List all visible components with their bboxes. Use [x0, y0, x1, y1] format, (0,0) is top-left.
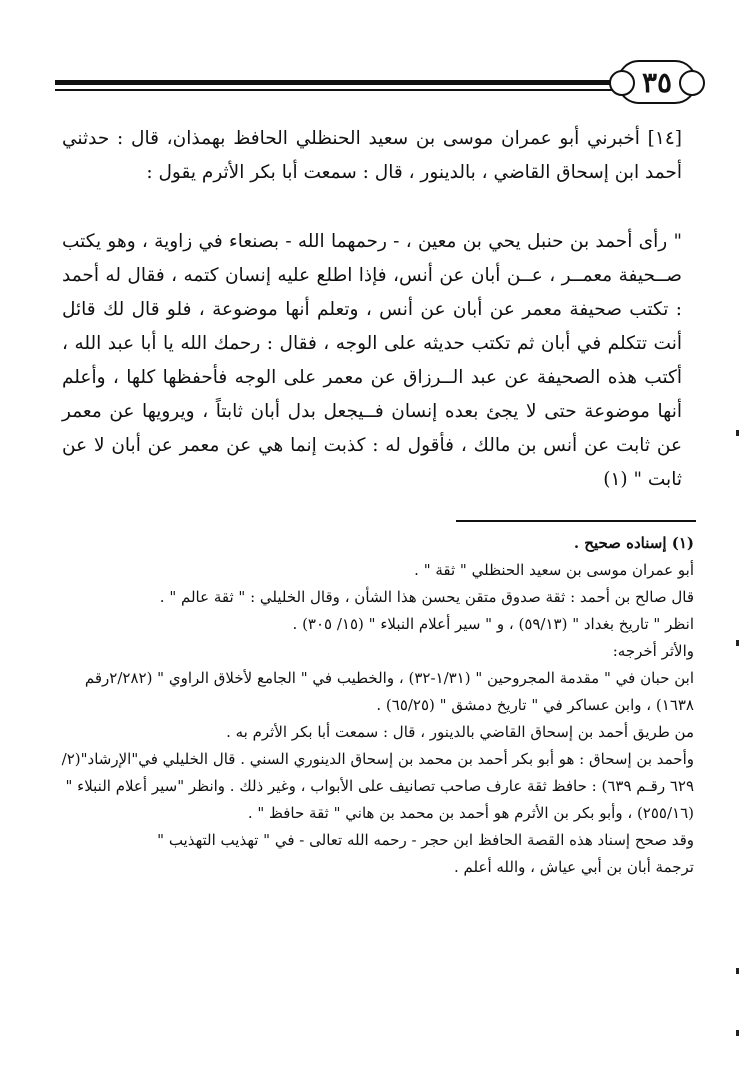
page-number-badge — [617, 60, 697, 104]
footnote-line: والأثر أخرجه: — [612, 642, 694, 660]
entry-intro-text: [١٤] أخبرني أبو عمران موسى بن سعيد الحنظلي الحافظ بهمذان، قال : حدثني أحمد ابن إسحاق القاضي ، بالدينور ، قال : سمعت أبا بكر الأثرم يقول : — [62, 128, 682, 183]
footnote-line: قال صالح بن أحمد : ثقة صدوق متقن يحسن هذا الشأن ، وقال الخليلي : " ثقة عالم " . — [159, 588, 694, 606]
footnote-line: ابن حبان في " مقدمة المجروحين " (١/٣١-٣٢) ، والخطيب في " الجامع لأخلاق الراوي " (٢/٢٨٢رقم ١٦٣٨) ، وابن عساكر في " تاريخ دمشق " (٦٥/٢٥) . — [84, 669, 694, 714]
footnote-line: ترجمة أبان بن أبي عياش ، والله أعلم . — [454, 858, 694, 876]
footnote-line: أبو عمران موسى بن سعيد الحنظلي " ثقة " . — [414, 561, 694, 579]
entry-intro — [62, 122, 682, 190]
footnote-line: وقد صحح إسناد هذه القصة الحافظ ابن حجر - رحمه الله تعالى - في " تهذيب التهذيب " — [157, 831, 694, 849]
footnote-line: انظر " تاريخ بغداد " (٥٩/١٣) ، و " سير أعلام النبلاء " (١٥/ ٣٠٥) . — [292, 615, 694, 633]
footnote-line: من طريق أحمد بن إسحاق القاضي بالدينور ، قال : سمعت أبا بكر الأثرم به . — [226, 723, 694, 741]
scan-speck — [736, 640, 739, 646]
header-rule-thick — [55, 80, 625, 85]
footnote-heading: (١) إسناده صحيح . — [573, 534, 694, 552]
header-rule-thin — [55, 89, 625, 91]
footnote-separator — [456, 520, 696, 522]
page-number: ٣٥ — [641, 65, 673, 99]
scan-speck — [736, 430, 739, 436]
scan-speck — [736, 1030, 739, 1036]
footnote-line: وأحمد بن إسحاق : هو أبو بكر أحمد بن محمد بن إسحاق الدينوري السني . قال الخليلي في"الإرشاد"(٢/ ٦٢٩ رقـم ٦٣٩) : حافظ ثقة عارف صاحب تصانيف على الأبواب ، وغير ذلك . وانظر "سير أعلام النبلاء " (٢٥٥/١٦) ، وأبو بكر بن الأثرم هو أحمد بن محمد بن هاني " ثقة حافظ " . — [61, 750, 694, 822]
footnotes — [54, 530, 694, 881]
entry-quote — [62, 225, 682, 497]
entry-quote-text: " رأى أحمد بن حنبل يحي بن معين ، - رحمهما الله - بصنعاء في زاوية ، وهو يكتب صــحيفة معمــر ، عــن أبان عن أنس، فإذا اطلع عليه إنسان كتمه ، فقال له أحمد : تكتب صحيفة معمر عن أبان عن أنس ، وتعلم أنها موضوعة ، فلو قال لك قائل أنت تتكلم في أبان ثم تكتب حديثه على الوجه ، فقال : رحمك الله يا أبا عبد الله ، أكتب هذه الصحيفة عن عبد الــرزاق عن معمر على الوجه فأحفظها كلها ، وأعلم أنها موضوعة حتى لا يجئ بعده إنسان فــيجعل بدل أبان ثابتاً ، ويرويها عن معمر عن ثابت عن أنس بن مالك ، فأقول له : كذبت إنما هي عن معمر عن أبان لا عن ثابت " (١) — [62, 231, 682, 490]
page-header — [0, 0, 746, 120]
scan-speck — [736, 968, 739, 974]
